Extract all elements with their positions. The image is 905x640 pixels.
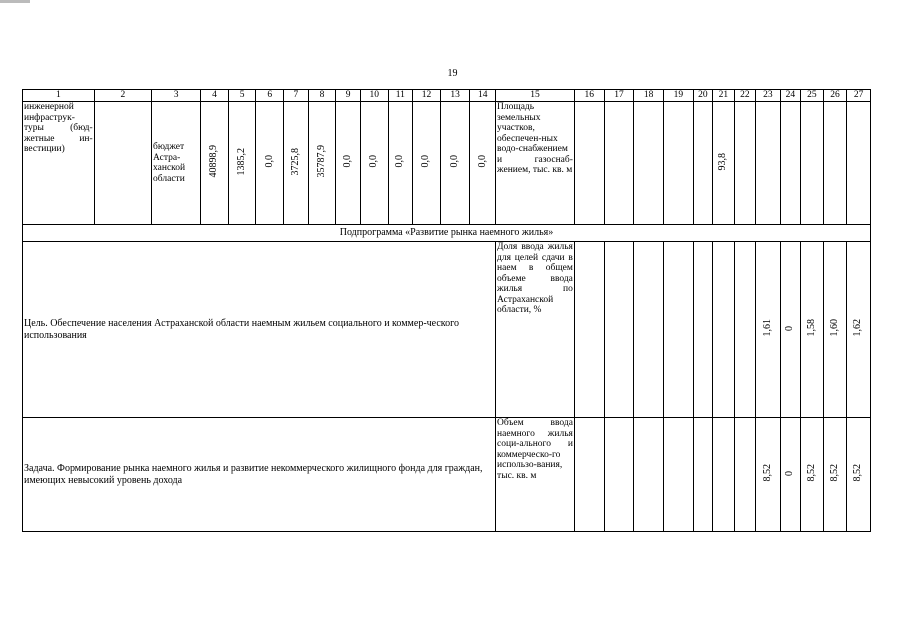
header-row <box>23 90 871 102</box>
value-cell <box>256 102 284 225</box>
value-cell <box>360 102 388 225</box>
value-cell <box>308 102 336 225</box>
empty-cell <box>634 102 664 225</box>
value-cell <box>823 242 847 418</box>
empty-cell <box>604 102 634 225</box>
empty-cell <box>604 242 634 418</box>
col-header: 17 <box>604 90 634 102</box>
value-text: 93,8 <box>717 152 729 170</box>
col-header: 27 <box>847 90 871 102</box>
value-text: 0,0 <box>341 155 353 168</box>
col-header: 7 <box>284 90 309 102</box>
value-text: 8,52 <box>761 464 773 482</box>
col-header: 13 <box>440 90 470 102</box>
col-header: 16 <box>574 90 604 102</box>
empty-cell <box>663 242 693 418</box>
scan-artifact <box>0 0 30 3</box>
empty-cell <box>756 102 781 225</box>
col-header: 8 <box>308 90 336 102</box>
col-header: 11 <box>388 90 413 102</box>
value-text: 0,0 <box>367 155 379 168</box>
value-cell <box>388 102 413 225</box>
value-text: 0,0 <box>448 155 460 168</box>
empty-cell <box>634 418 664 532</box>
empty-cell <box>693 418 712 532</box>
value-cell <box>228 102 256 225</box>
value-cell <box>440 102 470 225</box>
value-cell <box>756 418 781 532</box>
col-header: 24 <box>780 90 800 102</box>
col-header: 4 <box>201 90 229 102</box>
value-cell <box>756 242 781 418</box>
table-row <box>23 102 871 225</box>
col-header: 22 <box>734 90 756 102</box>
value-cell <box>847 418 871 532</box>
event-name-cell: инженерной инфраструк-туры (бюд-жетные ин-вестиции) <box>23 102 95 225</box>
table-row <box>23 242 871 418</box>
col-header: 9 <box>336 90 361 102</box>
value-text: 0,0 <box>420 155 432 168</box>
value-cell <box>413 102 441 225</box>
col-header: 14 <box>470 90 496 102</box>
empty-cell <box>634 242 664 418</box>
value-text: 35787,9 <box>315 145 327 178</box>
value-cell <box>847 242 871 418</box>
table-row <box>23 418 871 532</box>
indicator-table <box>22 89 871 532</box>
empty-cell <box>713 418 735 532</box>
empty-cell <box>801 102 824 225</box>
col-header: 20 <box>693 90 712 102</box>
col-header: 15 <box>496 90 575 102</box>
empty-cell <box>693 242 712 418</box>
value-text: 3725,8 <box>289 147 301 175</box>
empty-cell <box>574 242 604 418</box>
empty-cell <box>574 418 604 532</box>
empty-cell <box>713 242 735 418</box>
col-header: 19 <box>663 90 693 102</box>
col-header: 3 <box>152 90 201 102</box>
value-cell <box>470 102 496 225</box>
value-text: 8,52 <box>852 464 864 482</box>
empty-cell <box>734 242 756 418</box>
subprogram-row <box>23 225 871 242</box>
empty-cell <box>663 102 693 225</box>
value-text: 0 <box>784 471 796 477</box>
col-header: 21 <box>713 90 735 102</box>
empty-cell <box>663 418 693 532</box>
empty-cell <box>734 102 756 225</box>
value-text: 0,0 <box>476 155 488 168</box>
col-header: 12 <box>413 90 441 102</box>
value-text: 1,62 <box>852 319 864 337</box>
value-cell <box>201 102 229 225</box>
empty-cell <box>847 102 871 225</box>
value-text: 0 <box>784 326 796 332</box>
col-header: 1 <box>23 90 95 102</box>
empty-cell <box>693 102 712 225</box>
empty-cell <box>823 102 847 225</box>
subprogram-title: Подпрограмма «Развитие рынка наемного жилья» <box>23 225 871 242</box>
empty-cell <box>574 102 604 225</box>
value-text: 8,52 <box>805 464 817 482</box>
col-header: 6 <box>256 90 284 102</box>
indicator-cell: Площадь земельных участков, обеспечен-ных водо-снабжением и газоснаб-жением, тыс. кв. м <box>496 102 575 225</box>
indicator-cell: Доля ввода жилья для целей сдачи в наем в общем объеме ввода жилья по Астраханской области, % <box>496 242 575 418</box>
goal-cell: Цель. Обеспечение населения Астраханской области наемным жильем социального и коммер-ческого использования <box>23 242 496 418</box>
col-header: 18 <box>634 90 664 102</box>
page-number: 19 <box>447 68 458 79</box>
value-text: 8,52 <box>828 464 840 482</box>
funding-source-cell: бюджет Астра-ханской области <box>152 102 201 225</box>
col-header: 5 <box>228 90 256 102</box>
empty-cell <box>604 418 634 532</box>
value-cell <box>713 102 735 225</box>
value-text: 0,0 <box>394 155 406 168</box>
value-text: 0,0 <box>263 155 275 168</box>
value-text: 1,61 <box>761 319 773 337</box>
col-header: 2 <box>94 90 151 102</box>
value-cell <box>780 418 800 532</box>
value-cell <box>284 102 309 225</box>
task-cell: Задача. Формирование рынка наемного жилья и развитие некоммерческого жилищного фонда для граждан, имеющих невысокий уровень дохода <box>23 418 496 532</box>
empty-cell <box>780 102 800 225</box>
value-text: 1,58 <box>805 319 817 337</box>
col-header: 23 <box>756 90 781 102</box>
value-cell <box>801 418 824 532</box>
value-cell <box>780 242 800 418</box>
value-text: 1385,2 <box>235 147 247 175</box>
col-header: 25 <box>801 90 824 102</box>
value-cell <box>336 102 361 225</box>
col-header: 10 <box>360 90 388 102</box>
col-header: 26 <box>823 90 847 102</box>
value-text: 40898,9 <box>208 145 220 178</box>
value-cell <box>823 418 847 532</box>
empty-cell <box>734 418 756 532</box>
empty-cell <box>94 102 151 225</box>
value-text: 1,60 <box>828 319 840 337</box>
value-cell <box>801 242 824 418</box>
indicator-cell: Объем ввода наемного жилья соци-ального и коммерческо-го использо-вания, тыс. кв. м <box>496 418 575 532</box>
